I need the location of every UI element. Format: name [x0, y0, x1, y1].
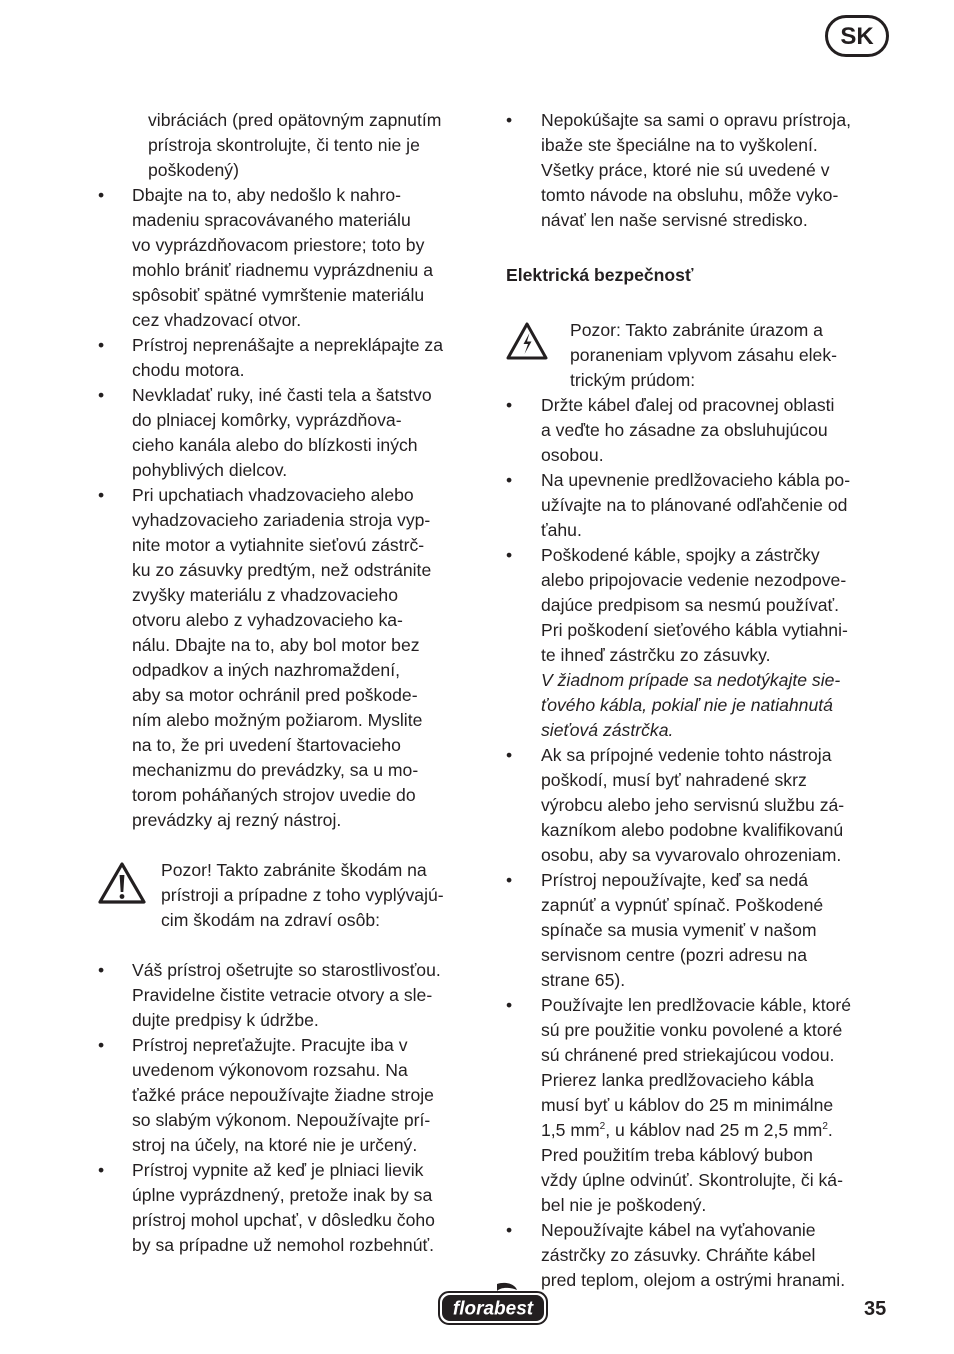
bullet-item [98, 333, 486, 383]
italic-line: V žiadnom prípade sa nedotýkajte sie- [541, 670, 841, 690]
text-line: nite motor a vytiahnite sieťovú zástrč- [132, 535, 425, 555]
text-line: do plniacej komôrky, vyprázdňova- [132, 410, 402, 430]
text-line: návať len naše servisné stredisko. [541, 210, 808, 230]
text-line: cez vhadzovací otvor. [132, 310, 302, 330]
text-line: poraneniam vplyvom zásahu elek- [570, 345, 837, 365]
text-line: ním alebo možným požiarom. Myslite [132, 710, 423, 730]
text-line: bel nie je poškodený. [541, 1195, 707, 1215]
italic-line: ťového kábla, pokiaľ nie je natiahnutá [541, 695, 833, 715]
bullet-item [506, 868, 890, 993]
text-run: , u káblov nad 25 m 2,5 mm [605, 1120, 823, 1140]
superscript: 2 [822, 1121, 828, 1132]
text-line: • Nevkladať ruky, iné časti tela a šatstvo [132, 385, 432, 405]
logo-text: florabest [452, 1298, 534, 1320]
text-line: aby sa motor ochránil pred poškode- [132, 685, 418, 705]
bullet-item [506, 743, 890, 868]
text-line: • Na upevnenie predlžovacieho kábla po- [541, 470, 851, 490]
text-line: Prierez lanka predlžovacieho kábla [541, 1070, 814, 1090]
italic-line: sieťová zástrčka. [541, 720, 674, 740]
text-line: • Prístroj neprenášajte a nepreklápajte za [132, 335, 444, 355]
text-line: vibráciách (pred opätovným zapnutím [148, 110, 442, 130]
text-line: alebo pripojovacie vedenie nezodpove- [541, 570, 847, 590]
text-line: sú pre použitie vonku povolené a ktoré [541, 1020, 843, 1040]
text-line: užívajte na to plánované odľahčenie od [541, 495, 848, 515]
bullet-item [98, 1033, 486, 1158]
text-line: kazníkom alebo podobne kvalifikovanú [541, 820, 844, 840]
text-line: odpadkov a iných nazhromaždení, [132, 660, 400, 680]
text-line: ibaže ste špeciálne na to vyškolení. [541, 135, 818, 155]
continued-paragraph [98, 108, 486, 183]
text-line: chodu motora. [132, 360, 245, 380]
text-line: trickým prúdom: [570, 370, 696, 390]
text-line: mechanizmu do prevádzky, sa u mo- [132, 760, 419, 780]
text-line: spôsobiť spätné vymrštenie materiálu [132, 285, 425, 305]
text-line: prístroj mohol upchať, v dôsledku čoho [132, 1210, 435, 1230]
text-line: cim škodám na zdraví osôb: [161, 910, 381, 930]
text-line: servisnom centre (pozri adresu na [541, 945, 807, 965]
bullet-item [506, 393, 890, 468]
text-line: vyhadzovacieho zariadenia stroja vyp- [132, 510, 431, 530]
text-line: pred teplom, olejom a ostrými hranami. [541, 1270, 846, 1290]
text-line: Pozor! Takto zabránite škodám na [161, 860, 427, 880]
text-line: ťažké práce nepoužívajte žiadne stroje [132, 1085, 434, 1105]
text-line: • Dbajte na to, aby nedošlo k nahro- [132, 185, 401, 205]
text-line: úplne vyprázdnený, pretože inak by sa [132, 1185, 433, 1205]
text-run: . [827, 1120, 833, 1140]
text-line: sú chránené pred striekajúcou vodou. [541, 1045, 835, 1065]
bullet-item [506, 1218, 890, 1293]
bullet-item [506, 993, 890, 1218]
text-line: musí byť u káblov do 25 m minimálne [541, 1095, 834, 1115]
text-line: poškodí, musí byť nahradené skrz [541, 770, 807, 790]
page-number: 35 [864, 1298, 887, 1320]
bullet-item [98, 1158, 486, 1258]
text-line: • Používajte len predlžovacie káble, ktoré [541, 995, 852, 1015]
text-line: Pred použitím treba káblový bubon [541, 1145, 813, 1165]
text-line: te ihneď zástrčku zo zásuvky. [541, 645, 771, 665]
text-line: mohlo brániť riadnemu vyprázdneniu a [132, 260, 433, 280]
text-line: dajúce predpisom sa nesmú používať. [541, 595, 840, 615]
text-line: zástrčky zo zásuvky. Chráňte kábel [541, 1245, 816, 1265]
text-line: na to, že pri uvedení štartovacieho [132, 735, 401, 755]
exclamation-warning-icon [98, 861, 146, 905]
text-line: Pozor: Takto zabránite úrazom a [570, 320, 823, 340]
electric-shock-warning-icon [506, 321, 548, 361]
text-line: torom poháňaných strojov uvedie do [132, 785, 416, 805]
text-line: poškodený) [148, 160, 239, 180]
text-line: uvedenom výkonovom rozsahu. Na [132, 1060, 408, 1080]
text-run: 1,5 mm [541, 1120, 600, 1140]
text-line: osobu, aby sa vyvarovalo ohrozeniam. [541, 845, 842, 865]
text-line: tomto návode na obsluhu, môže vyko- [541, 185, 839, 205]
text-line: madeniu spracovávaného materiálu [132, 210, 411, 230]
text-line: Pravidelne čistite vetracie otvory a sle- [132, 985, 433, 1005]
text-line: ťahu. [541, 520, 582, 540]
superscript: 2 [599, 1121, 606, 1132]
text-line: so slabým výkonom. Nepoužívajte prí- [132, 1110, 431, 1130]
text-line: • Prístroj vypnite až keď je plniaci lievik [132, 1160, 424, 1180]
text-line: zvyšky materiálu z vhadzovacieho [132, 585, 398, 605]
text-line: zapnúť a vypnúť spínač. Poškodené [541, 895, 824, 915]
language-badge: SK [825, 15, 889, 57]
text-line: • Váš prístroj ošetrujte so starostlivosťou. [132, 960, 441, 980]
text-line: • Držte kábel ďalej od pracovnej oblasti [541, 395, 835, 415]
text-line: • Prístroj nepoužívajte, keď sa nedá [541, 870, 809, 890]
text-line: spínače sa musia vymeniť v našom [541, 920, 817, 940]
bullet-item [506, 108, 890, 233]
text-line: • Prístroj nepreťažujte. Pracujte iba v [132, 1035, 408, 1055]
florabest-logo [437, 1282, 549, 1326]
text-line: • Pri upchatiach vhadzovacieho alebo [132, 485, 414, 505]
bullet-item [98, 483, 486, 833]
text-line: • Poškodené káble, spojky a zástrčky [541, 545, 820, 565]
bullet-item [506, 543, 890, 743]
text-line: prístroja skontrolujte, či tento nie je [148, 135, 420, 155]
text-line: vo vyprázdňovacom priestore; toto by [132, 235, 425, 255]
text-line [541, 1118, 890, 1143]
bullet-item [98, 183, 486, 333]
text-line: a veďte ho zásadne za obsluhujúcou [541, 420, 828, 440]
caution-notice [98, 858, 486, 933]
text-line: strane 65). [541, 970, 626, 990]
text-line: by sa prípadne už nemohol rozbehnúť. [132, 1235, 434, 1255]
text-line: dujte predpisy k údržbe. [132, 1010, 319, 1030]
text-line: osobou. [541, 445, 604, 465]
text-line: • Ak sa prípojné vedenie tohto nástroja [541, 745, 832, 765]
left-column [98, 108, 486, 1258]
electric-caution-notice [506, 318, 890, 393]
text-line: vždy úplne odvinúť. Skontrolujte, či ká- [541, 1170, 843, 1190]
text-line: prevádzky aj rezný nástroj. [132, 810, 342, 830]
text-line: Všetky práce, ktoré nie sú uvedené v [541, 160, 830, 180]
text-line: otvoru alebo z vyhadzovacieho ka- [132, 610, 403, 630]
text-line: výrobcu alebo jeho servisnú službu zá- [541, 795, 845, 815]
text-line: nálu. Dbajte na to, aby bol motor bez [132, 635, 420, 655]
text-line: stroj na účely, na ktoré nie je určený. [132, 1135, 418, 1155]
text-line: • Nepoužívajte kábel na vyťahovanie [541, 1220, 816, 1240]
text-line: cieho kanála alebo do blízkosti iných [132, 435, 418, 455]
bullet-item [98, 383, 486, 483]
text-line: pohyblivých dielcov. [132, 460, 288, 480]
text-line: prístroji a prípadne z toho vyplývajú- [161, 885, 444, 905]
section-heading: Elektrická bezpečnosť [506, 265, 694, 285]
bullet-item [506, 468, 890, 543]
text-line: ku zo zásuvky predtým, než odstránite [132, 560, 432, 580]
bullet-item [98, 958, 486, 1033]
text-line: Pri poškodení sieťového kábla vytiahni- [541, 620, 848, 640]
text-line: • Nepokúšajte sa sami o opravu prístroja, [541, 110, 851, 130]
right-column [506, 108, 890, 1293]
